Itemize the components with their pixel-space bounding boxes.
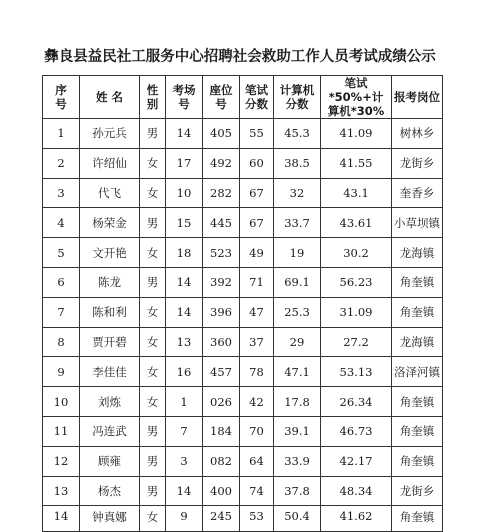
cell-computer-score: 25.3	[274, 297, 321, 327]
cell-weighted-score: 43.1	[321, 178, 392, 208]
table-row	[43, 357, 443, 387]
cell-gender: 男	[140, 119, 166, 149]
cell-seat: 392	[203, 267, 240, 297]
cell-gender: 男	[140, 446, 166, 476]
cell-written-score: 47	[240, 297, 274, 327]
cell-computer-score: 37.8	[274, 476, 321, 506]
cell-gender: 女	[140, 148, 166, 178]
table-row	[43, 297, 443, 327]
cell-written-score: 42	[240, 387, 274, 417]
cell-gender: 男	[140, 476, 166, 506]
cell-seq: 9	[43, 357, 80, 387]
cell-exam-room: 9	[166, 506, 203, 532]
cell-exam-room: 13	[166, 327, 203, 357]
header-weighted-score: 笔试*50%+计 算机*30%	[321, 76, 392, 119]
cell-seq: 14	[43, 506, 80, 532]
cell-name: 杨杰	[80, 476, 140, 506]
cell-seat: 400	[203, 476, 240, 506]
cell-computer-score: 17.8	[274, 387, 321, 417]
cell-seq: 7	[43, 297, 80, 327]
cell-gender: 女	[140, 327, 166, 357]
cell-weighted-score: 56.23	[321, 267, 392, 297]
cell-name: 许绍仙	[80, 148, 140, 178]
cell-written-score: 37	[240, 327, 274, 357]
cell-computer-score: 45.3	[274, 119, 321, 149]
cell-computer-score: 38.5	[274, 148, 321, 178]
cell-written-score: 71	[240, 267, 274, 297]
table-row	[43, 148, 443, 178]
table-row	[43, 387, 443, 417]
cell-weighted-score: 30.2	[321, 238, 392, 268]
cell-written-score: 78	[240, 357, 274, 387]
cell-weighted-score: 41.55	[321, 148, 392, 178]
cell-exam-room: 1	[166, 387, 203, 417]
cell-seat: 523	[203, 238, 240, 268]
cell-position: 树林乡	[392, 119, 443, 149]
cell-seq: 6	[43, 267, 80, 297]
cell-seat: 492	[203, 148, 240, 178]
cell-position: 龙海镇	[392, 327, 443, 357]
header-position: 报考岗位	[392, 76, 443, 119]
cell-position: 龙街乡	[392, 476, 443, 506]
cell-computer-score: 69.1	[274, 267, 321, 297]
cell-seq: 8	[43, 327, 80, 357]
cell-seq: 5	[43, 238, 80, 268]
cell-name: 代飞	[80, 178, 140, 208]
table-row	[43, 446, 443, 476]
cell-weighted-score: 31.09	[321, 297, 392, 327]
cell-seat: 360	[203, 327, 240, 357]
cell-computer-score: 47.1	[274, 357, 321, 387]
cell-written-score: 49	[240, 238, 274, 268]
cell-weighted-score: 41.09	[321, 119, 392, 149]
cell-written-score: 70	[240, 416, 274, 446]
page-title: 彝良县益民社工服务中心招聘社会救助工作人员考试成绩公示	[44, 49, 436, 65]
cell-position: 角奎镇	[392, 297, 443, 327]
cell-weighted-score: 48.34	[321, 476, 392, 506]
cell-exam-room: 10	[166, 178, 203, 208]
cell-position: 角奎镇	[392, 416, 443, 446]
cell-computer-score: 33.9	[274, 446, 321, 476]
cell-exam-room: 14	[166, 476, 203, 506]
cell-seat: 405	[203, 119, 240, 149]
cell-computer-score: 29	[274, 327, 321, 357]
cell-seq: 10	[43, 387, 80, 417]
cell-name: 冯连武	[80, 416, 140, 446]
cell-position: 洛泽河镇	[392, 357, 443, 387]
table-body	[43, 119, 443, 532]
header-exam-room: 考场 号	[166, 76, 203, 119]
cell-seat: 457	[203, 357, 240, 387]
cell-written-score: 55	[240, 119, 274, 149]
score-table	[42, 75, 443, 532]
cell-seq: 13	[43, 476, 80, 506]
cell-computer-score: 50.4	[274, 506, 321, 532]
cell-written-score: 53	[240, 506, 274, 532]
cell-written-score: 67	[240, 178, 274, 208]
cell-weighted-score: 53.13	[321, 357, 392, 387]
cell-exam-room: 18	[166, 238, 203, 268]
cell-exam-room: 14	[166, 119, 203, 149]
cell-computer-score: 33.7	[274, 208, 321, 238]
header-gender: 性 别	[140, 76, 166, 119]
cell-seat: 445	[203, 208, 240, 238]
cell-seq: 12	[43, 446, 80, 476]
cell-gender: 男	[140, 267, 166, 297]
cell-seat: 082	[203, 446, 240, 476]
table-row	[43, 119, 443, 149]
cell-name: 杨荣金	[80, 208, 140, 238]
cell-seat: 026	[203, 387, 240, 417]
cell-exam-room: 15	[166, 208, 203, 238]
cell-position: 奎香乡	[392, 178, 443, 208]
cell-written-score: 64	[240, 446, 274, 476]
cell-weighted-score: 26.34	[321, 387, 392, 417]
cell-seq: 3	[43, 178, 80, 208]
cell-name: 孙元兵	[80, 119, 140, 149]
table-row	[43, 178, 443, 208]
cell-seq: 1	[43, 119, 80, 149]
cell-exam-room: 3	[166, 446, 203, 476]
cell-exam-room: 14	[166, 267, 203, 297]
header-written-score: 笔试 分数	[240, 76, 274, 119]
cell-computer-score: 39.1	[274, 416, 321, 446]
cell-gender: 女	[140, 357, 166, 387]
cell-name: 李佳佳	[80, 357, 140, 387]
cell-position: 角奎镇	[392, 387, 443, 417]
cell-exam-room: 7	[166, 416, 203, 446]
cell-gender: 男	[140, 208, 166, 238]
table-row	[43, 416, 443, 446]
table-row	[43, 506, 443, 532]
table-row	[43, 238, 443, 268]
cell-seat: 245	[203, 506, 240, 532]
header-seq: 序 号	[43, 76, 80, 119]
cell-position: 小草坝镇	[392, 208, 443, 238]
header-row	[43, 76, 443, 119]
table-row	[43, 327, 443, 357]
cell-weighted-score: 42.17	[321, 446, 392, 476]
cell-name: 陈龙	[80, 267, 140, 297]
cell-gender: 男	[140, 416, 166, 446]
cell-seat: 282	[203, 178, 240, 208]
cell-gender: 女	[140, 178, 166, 208]
cell-position: 角奎镇	[392, 267, 443, 297]
cell-name: 陈和利	[80, 297, 140, 327]
cell-name: 刘炼	[80, 387, 140, 417]
cell-seq: 11	[43, 416, 80, 446]
cell-weighted-score: 27.2	[321, 327, 392, 357]
cell-gender: 女	[140, 238, 166, 268]
cell-name: 顾雍	[80, 446, 140, 476]
cell-written-score: 60	[240, 148, 274, 178]
cell-seq: 4	[43, 208, 80, 238]
cell-exam-room: 14	[166, 297, 203, 327]
cell-position: 龙街乡	[392, 148, 443, 178]
cell-computer-score: 32	[274, 178, 321, 208]
cell-exam-room: 16	[166, 357, 203, 387]
cell-position: 龙海镇	[392, 238, 443, 268]
cell-written-score: 67	[240, 208, 274, 238]
cell-exam-room: 17	[166, 148, 203, 178]
cell-written-score: 74	[240, 476, 274, 506]
cell-weighted-score: 43.61	[321, 208, 392, 238]
cell-position: 角奎镇	[392, 506, 443, 532]
cell-gender: 女	[140, 506, 166, 532]
cell-weighted-score: 46.73	[321, 416, 392, 446]
table-row	[43, 208, 443, 238]
cell-seat: 396	[203, 297, 240, 327]
table-row	[43, 476, 443, 506]
cell-computer-score: 19	[274, 238, 321, 268]
header-seat: 座位 号	[203, 76, 240, 119]
cell-name: 文开艳	[80, 238, 140, 268]
cell-gender: 女	[140, 387, 166, 417]
cell-weighted-score: 41.62	[321, 506, 392, 532]
cell-seat: 184	[203, 416, 240, 446]
cell-gender: 女	[140, 297, 166, 327]
cell-name: 钟真娜	[80, 506, 140, 532]
table-row	[43, 267, 443, 297]
cell-seq: 2	[43, 148, 80, 178]
cell-name: 贾开碧	[80, 327, 140, 357]
header-computer-score: 计算机 分数	[274, 76, 321, 119]
cell-position: 角奎镇	[392, 446, 443, 476]
header-name: 姓 名	[80, 76, 140, 119]
